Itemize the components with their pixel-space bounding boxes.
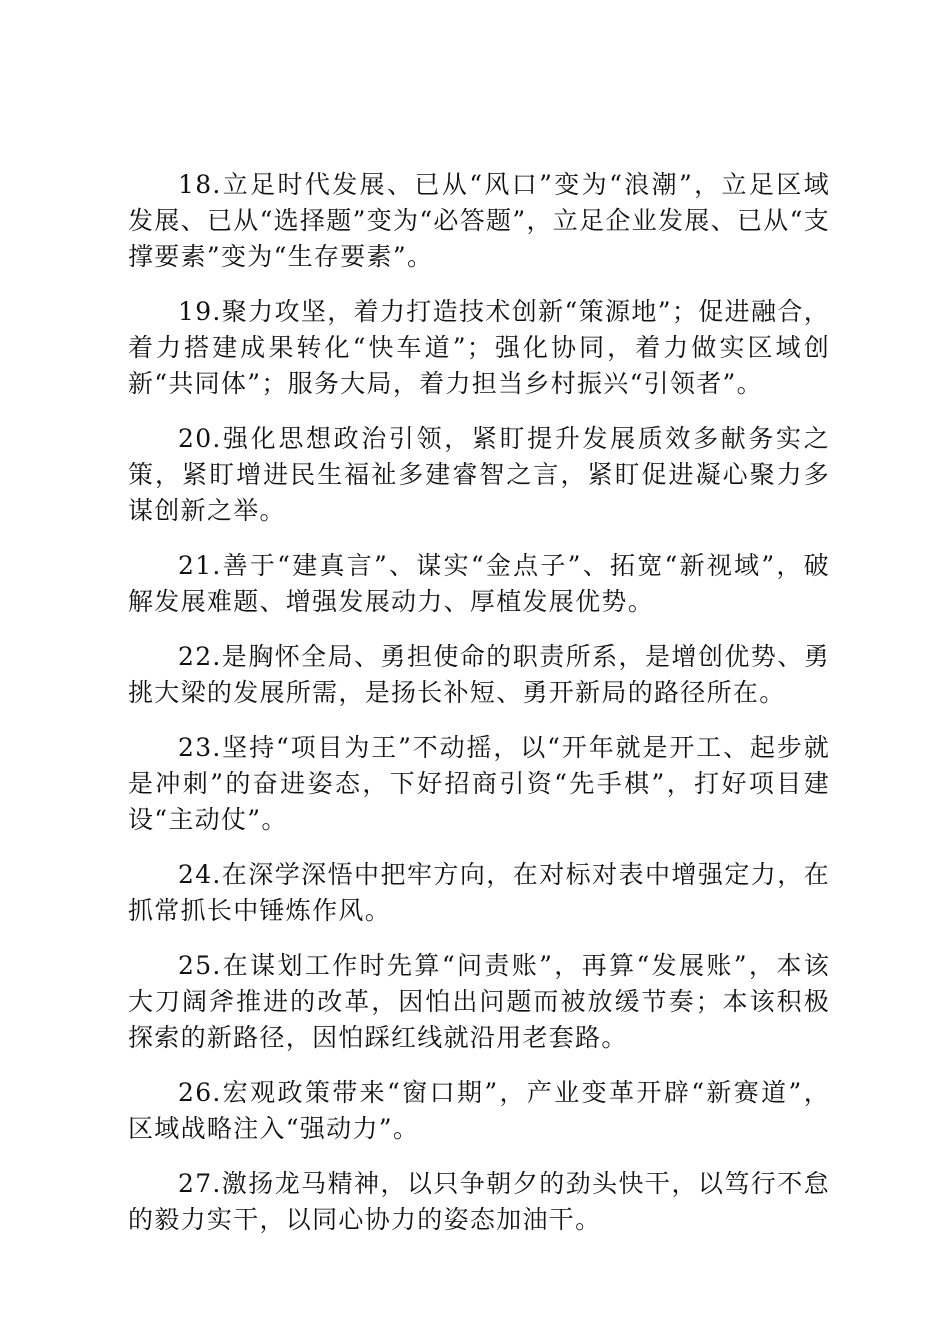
paragraph-22: 22.是胸怀全局、勇担使命的职责所系，是增创优势、勇挑大梁的发展所需，是扬长补短、勇开新局的路径所在。 xyxy=(128,642,830,707)
paragraph-21: 21.善于“建真言”、谋实“金点子”、拓宽“新视域”，破解发展难题、增强发展动力、厚植发展优势。 xyxy=(128,551,830,616)
paragraph-24: 24.在深学深悟中把牢方向，在对标对表中增强定力，在抓常抓长中锤炼作风。 xyxy=(128,860,830,925)
paragraph-20: 20.强化思想政治引领，紧盯提升发展质效多献务实之策，紧盯增进民生福祉多建睿智之言，紧盯促进凝心聚力多谋创新之举。 xyxy=(128,424,830,525)
paragraph-26: 26.宏观政策带来“窗口期”，产业变革开辟“新赛道”，区域战略注入“强动力”。 xyxy=(128,1078,830,1143)
paragraph-18: 18.立足时代发展、已从“风口”变为“浪潮”，立足区域发展、已从“选择题”变为“必答题”，立足企业发展、已从“支撑要素”变为“生存要素”。 xyxy=(128,170,830,271)
paragraph-25: 25.在谋划工作时先算“问责账”，再算“发展账”，本该大刀阔斧推进的改革，因怕出问题而被放缓节奏；本该积极探索的新路径，因怕踩红线就沿用老套路。 xyxy=(128,951,830,1052)
paragraph-19: 19.聚力攻坚，着力打造技术创新“策源地”；促进融合，着力搭建成果转化“快车道”；强化协同，着力做实区域创新“共同体”；服务大局，着力担当乡村振兴“引领者”。 xyxy=(128,297,830,398)
document-body xyxy=(128,167,830,1257)
paragraph-27: 27.激扬龙马精神，以只争朝夕的劲头快干，以笃行不怠的毅力实干，以同心协力的姿态加油干。 xyxy=(128,1169,830,1234)
paragraph-23: 23.坚持“项目为王”不动摇，以“开年就是开工、起步就是冲刺”的奋进姿态，下好招商引资“先手棋”，打好项目建设“主动仗”。 xyxy=(128,733,830,834)
